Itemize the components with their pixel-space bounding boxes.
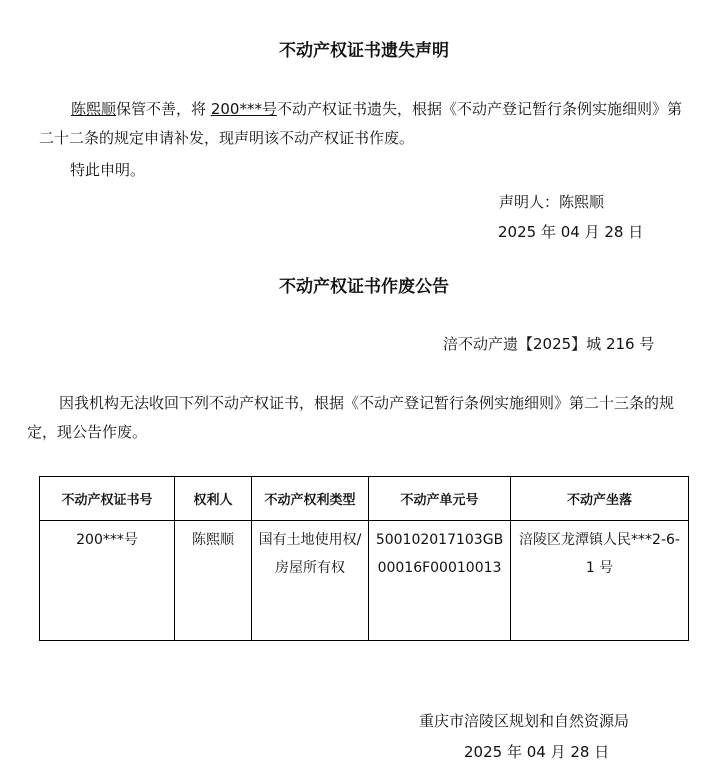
header-holder: 权利人 [175, 477, 252, 521]
cancellation-notice-title: 不动产权证书作废公告 [279, 277, 449, 297]
table-row [40, 521, 689, 641]
cell-unit-no: 500102017103GB00016F00010013 [369, 521, 511, 641]
document-number: 涪不动产遗【2025】城 216 号 [443, 335, 655, 353]
header-location: 不动产坐落 [511, 477, 689, 521]
header-cert-no: 不动产权证书号 [40, 477, 175, 521]
certificate-number: 200***号 [210, 100, 277, 118]
issuer-name: 重庆市涪陵区规划和自然资源局 [419, 712, 630, 730]
lost-statement-body [39, 95, 691, 153]
cell-holder: 陈熙顺 [175, 521, 252, 641]
statement-date: 2025 年 04 月 28 日 [498, 223, 644, 241]
declarant-line: 声明人：陈熙顺 [499, 193, 605, 211]
declarant-name: 陈熙顺 [71, 100, 117, 118]
header-right-type: 不动产权利类型 [252, 477, 369, 521]
cell-right-type: 国有土地使用权/房屋所有权 [252, 521, 369, 641]
cell-location: 涪陵区龙潭镇人民***2-6-1 号 [511, 521, 689, 641]
header-unit-no: 不动产单元号 [369, 477, 511, 521]
declare-line: 特此申明。 [70, 161, 146, 179]
table-header-row [40, 477, 689, 521]
body-text-2: 不动产权证书遗失，根据《不动产登记暂行条例实施细则》第二十二条的规定申请补发，现声明该不动产权证书作废。 [39, 100, 682, 147]
cell-cert-no: 200***号 [40, 521, 175, 641]
notice-date: 2025 年 04 月 28 日 [464, 743, 610, 761]
body-text-1: 保管不善，将 [116, 100, 207, 118]
lost-statement-title: 不动产权证书遗失声明 [279, 41, 449, 61]
cancellation-body: 因我机构无法收回下列不动产权证书，根据《不动产登记暂行条例实施细则》第二十三条的规定，现公告作废。 [27, 394, 675, 441]
certificate-table [39, 476, 689, 641]
